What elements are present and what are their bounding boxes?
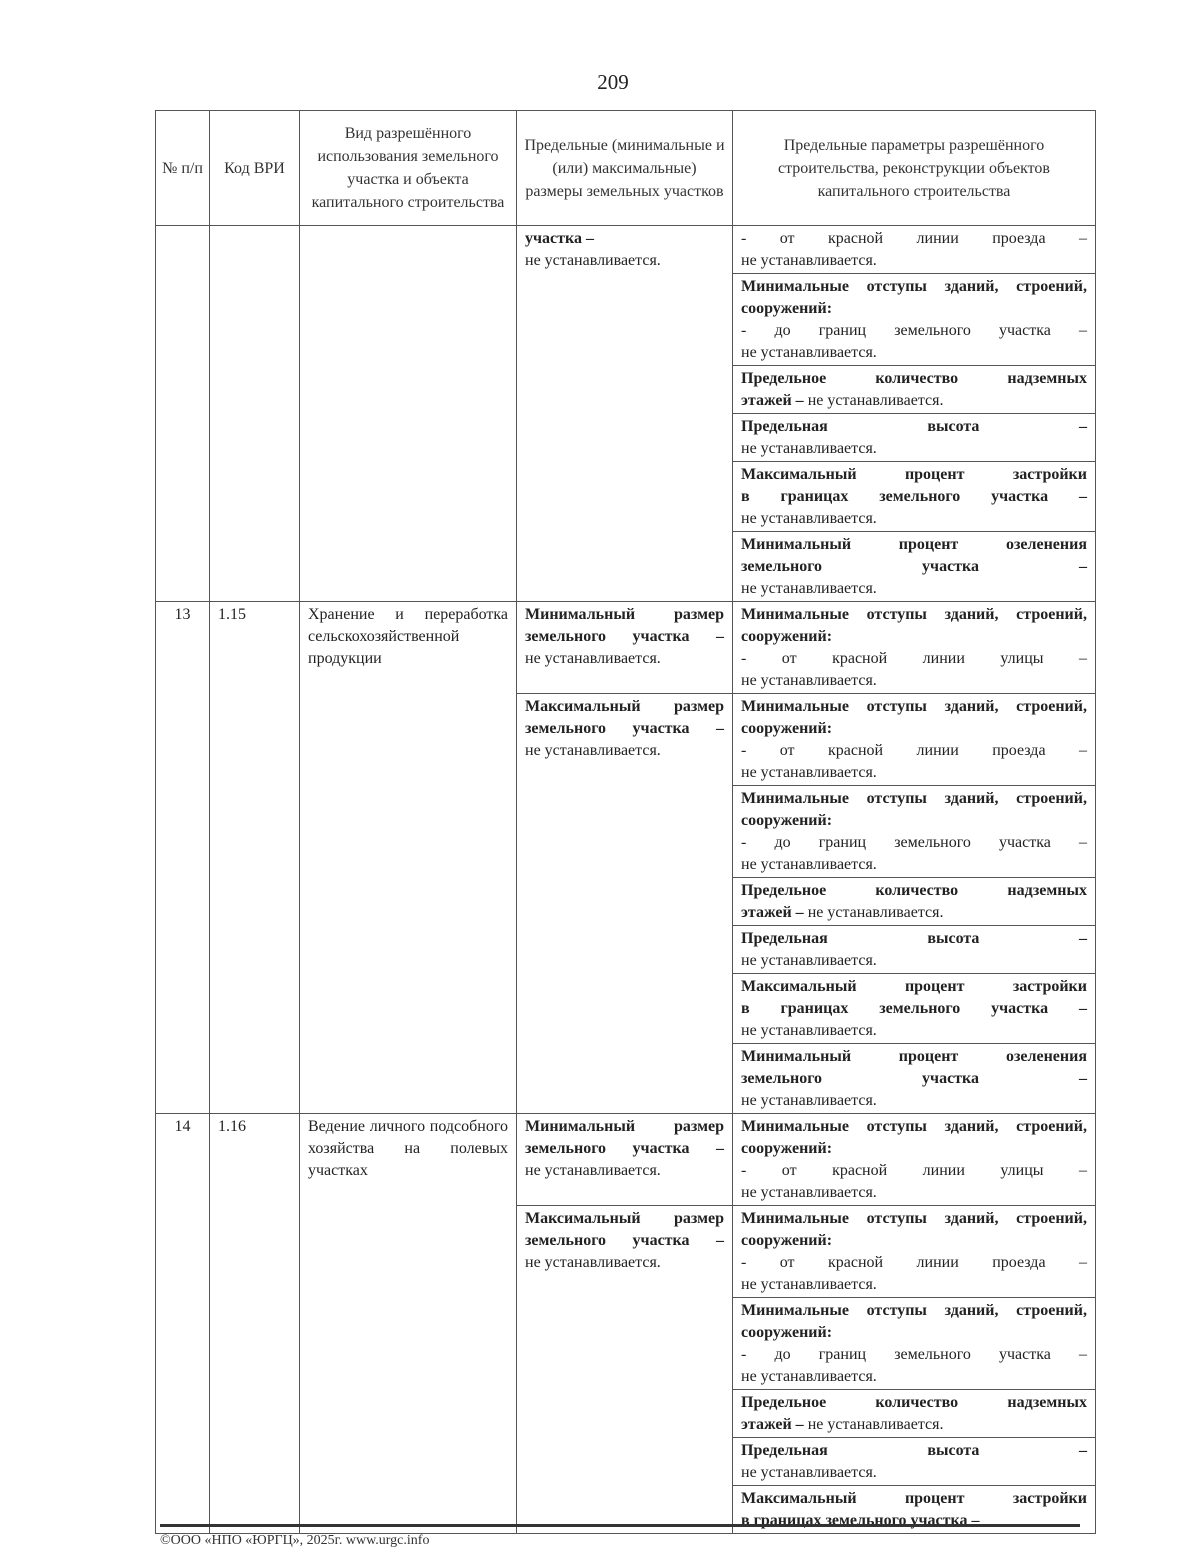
max-size-cell: Максимальный размер земельного участка – не устанавливается. <box>517 694 733 1114</box>
param-value: не устанавливается. <box>741 344 877 361</box>
param-head2: земельного участка – <box>741 558 1087 575</box>
col-header-num: № п/п <box>156 111 210 226</box>
page-number: 209 <box>597 70 629 94</box>
code-cell <box>210 226 300 602</box>
param-head2: земельного участка – <box>741 1070 1087 1087</box>
param-head2: - от красной линии проезда – <box>741 742 1087 759</box>
code-cell: 1.15 <box>210 602 300 1114</box>
param-head2: - до границ земельного участка – <box>741 322 1087 339</box>
param-cell <box>733 1044 1096 1114</box>
param-cell <box>733 694 1096 786</box>
param-head2: - до границ земельного участка – <box>741 1346 1087 1363</box>
param-head: Предельное количество надземных <box>741 370 1087 387</box>
param-head: Минимальные отступы зданий, строений, сооружений: <box>741 1302 1087 1341</box>
min-size-cell: Минимальный размер земельного участка – не устанавливается. <box>517 602 733 694</box>
param-value: не устанавливается. <box>741 1022 877 1039</box>
footer-text: ©ООО «НПО «ЮРГЦ», 2025г. www.urgc.info <box>160 1533 430 1548</box>
param-head2: в границах земельного участка – <box>741 488 1087 505</box>
param-cell <box>733 226 1096 274</box>
param-cell <box>733 366 1096 414</box>
param-cell <box>733 1114 1096 1206</box>
num-cell: 13 <box>156 602 210 1114</box>
param-head2: этажей – не устанавливается. <box>741 904 944 921</box>
param-cell <box>733 1390 1096 1438</box>
param-head2: этажей – не устанавливается. <box>741 392 944 409</box>
param-cell <box>733 878 1096 926</box>
param-value: не устанавливается. <box>741 510 877 527</box>
param-head2: в границах земельного участка – <box>741 1512 980 1529</box>
size-cell: участка – не устанавливается. <box>517 226 733 602</box>
table-row <box>156 226 1096 274</box>
param-head2: этажей – не устанавливается. <box>741 1416 944 1433</box>
param-head: Максимальный процент застройки <box>741 1490 1087 1507</box>
param-cell <box>733 414 1096 462</box>
param-head: Предельная высота – <box>741 1442 1087 1459</box>
param-value: не устанавливается. <box>741 440 877 457</box>
param-value: не устанавливается. <box>741 856 877 873</box>
param-head: - от красной линии проезда – <box>741 230 1087 247</box>
header-row <box>156 111 1096 226</box>
param-cell <box>733 926 1096 974</box>
use-cell: Ведение личного подсобного хозяйства на полевых участках <box>300 1114 517 1534</box>
col-header-params: Предельные параметры разрешённого строительства, реконструкции объектов капитального строительства <box>733 111 1096 226</box>
param-cell <box>733 602 1096 694</box>
param-value: не устанавливается. <box>741 580 877 597</box>
max-size-cell: Максимальный размер земельного участка – не устанавливается. <box>517 1206 733 1534</box>
param-head: Максимальный процент застройки <box>741 466 1087 483</box>
table-row <box>156 602 1096 694</box>
table-row <box>156 1114 1096 1206</box>
param-cell <box>733 786 1096 878</box>
param-cell <box>733 1438 1096 1486</box>
footer-rule <box>160 1524 1080 1527</box>
param-value: не устанавливается. <box>741 1464 877 1481</box>
use-cell: Хранение и переработка сельскохозяйственной продукции <box>300 602 517 1114</box>
min-size-cell: Минимальный размер земельного участка – не устанавливается. <box>517 1114 733 1206</box>
param-head2: в границах земельного участка – <box>741 1000 1087 1017</box>
param-head: Минимальные отступы зданий, строений, сооружений: <box>741 1118 1087 1157</box>
param-head: Минимальные отступы зданий, строений, сооружений: <box>741 698 1087 737</box>
param-head2: - от красной линии улицы – <box>741 650 1087 667</box>
param-head: Минимальные отступы зданий, строений, сооружений: <box>741 1210 1087 1249</box>
param-head: Предельное количество надземных <box>741 882 1087 899</box>
param-cell <box>733 1298 1096 1390</box>
param-value: не устанавливается. <box>741 1184 877 1201</box>
param-head: Предельное количество надземных <box>741 1394 1087 1411</box>
param-head: Максимальный процент застройки <box>741 978 1087 995</box>
param-cell <box>733 462 1096 532</box>
regulations-table <box>155 110 1096 1534</box>
param-head: Минимальные отступы зданий, строений, сооружений: <box>741 790 1087 829</box>
num-cell <box>156 226 210 602</box>
param-value: не устанавливается. <box>741 764 877 781</box>
col-header-code: Код ВРИ <box>210 111 300 226</box>
param-value: не устанавливается. <box>741 252 877 269</box>
param-head: Минимальный процент озеленения <box>741 1048 1087 1065</box>
col-header-use: Вид разрешённого использования земельного участка и объекта капитального строительства <box>300 111 517 226</box>
param-head: Минимальный процент озеленения <box>741 536 1087 553</box>
param-value: не устанавливается. <box>741 1276 877 1293</box>
param-value: не устанавливается. <box>741 1092 877 1109</box>
param-cell <box>733 1206 1096 1298</box>
param-head2: - от красной линии проезда – <box>741 1254 1087 1271</box>
col-header-size: Предельные (минимальные и (или) максимальные) размеры земельных участков <box>517 111 733 226</box>
param-head2: - от красной линии улицы – <box>741 1162 1087 1179</box>
param-head: Предельная высота – <box>741 930 1087 947</box>
param-cell <box>733 274 1096 366</box>
use-cell <box>300 226 517 602</box>
num-cell: 14 <box>156 1114 210 1534</box>
code-cell: 1.16 <box>210 1114 300 1534</box>
param-cell <box>733 974 1096 1044</box>
param-value: не устанавливается. <box>741 1368 877 1385</box>
param-head: Минимальные отступы зданий, строений, сооружений: <box>741 606 1087 645</box>
param-cell <box>733 532 1096 602</box>
param-head: Минимальные отступы зданий, строений, сооружений: <box>741 278 1087 317</box>
param-head2: - до границ земельного участка – <box>741 834 1087 851</box>
param-value: не устанавливается. <box>741 952 877 969</box>
param-head: Предельная высота – <box>741 418 1087 435</box>
param-value: не устанавливается. <box>741 672 877 689</box>
